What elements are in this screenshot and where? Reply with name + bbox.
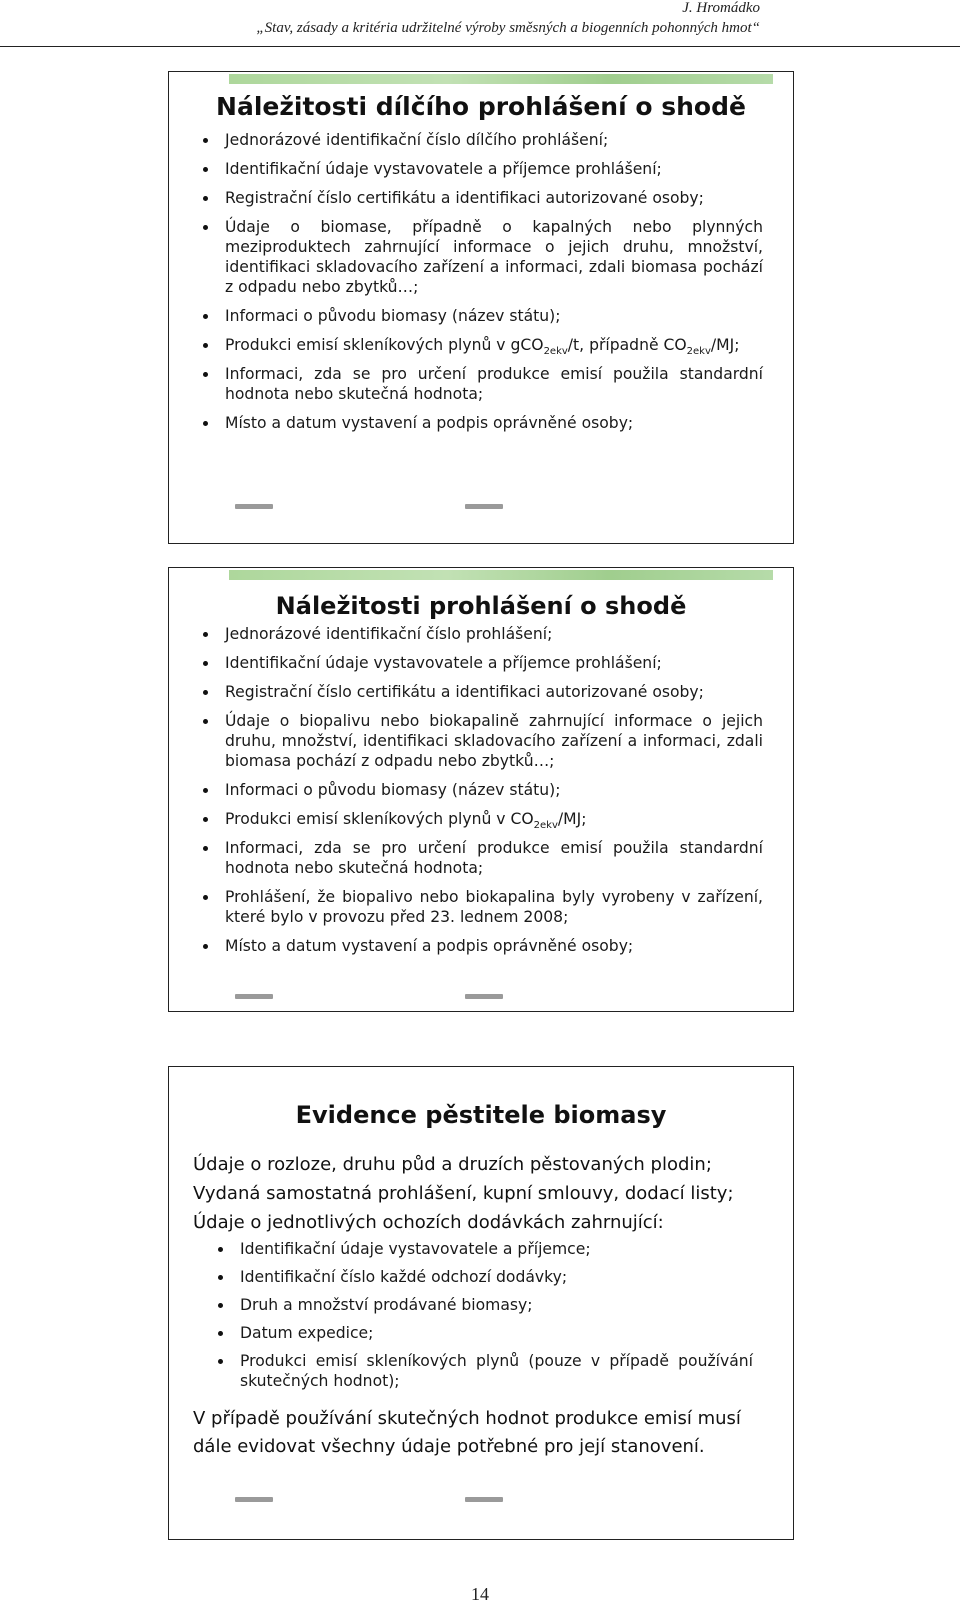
list-item-emissions (199, 335, 763, 355)
bullet-list (199, 624, 763, 965)
list-item: Jednorázové identifikační číslo dílčího prohlášení; (199, 130, 763, 150)
slide-declaration (168, 567, 794, 1012)
list-item: Datum expedice; (214, 1323, 753, 1343)
list-item: Prohlášení, že biopalivo nebo biokapalina byly vyrobeny v zařízení, které bylo v provozu před 23. lednem 2008; (199, 887, 763, 927)
list-item: Informaci, zda se pro určení produkce emisí použila standardní hodnota nebo skutečná hodnota; (199, 364, 763, 404)
list-item-emissions (199, 809, 763, 829)
list-item: Místo a datum vystavení a podpis oprávněné osoby; (199, 936, 763, 956)
header-author: J. Hromádko (682, 0, 760, 16)
emission-text: /MJ; (710, 336, 740, 354)
paragraph-deliveries: Údaje o jednotlivých ochozích dodávkách zahrnující: (193, 1212, 664, 1233)
slide-decoration-bar (229, 74, 773, 84)
slide-partial-declaration (168, 71, 794, 544)
list-item: Identifikační údaje vystavovatele a příjemce prohlášení; (199, 653, 763, 673)
list-item: Jednorázové identifikační číslo prohlášení; (199, 624, 763, 644)
footer-logo (235, 994, 273, 999)
slide-grower-records (168, 1066, 794, 1540)
list-item: Místo a datum vystavení a podpis oprávněné osoby; (199, 413, 763, 433)
page-header (0, 0, 960, 47)
list-item: Informaci o původu biomasy (název státu); (199, 306, 763, 326)
footer-logo (465, 1497, 503, 1502)
list-item: Druh a množství prodávané biomasy; (214, 1295, 753, 1315)
emission-text: /t, případně CO (567, 336, 687, 354)
slide-decoration-bar (229, 570, 773, 580)
list-item: Identifikační údaje vystavovatele a příjemce; (214, 1239, 753, 1259)
list-item: Registrační číslo certifikátu a identifikaci autorizované osoby; (199, 682, 763, 702)
list-item: Informaci, zda se pro určení produkce emisí použila standardní hodnota nebo skutečná hodnota; (199, 838, 763, 878)
list-item: Identifikační údaje vystavovatele a příjemce prohlášení; (199, 159, 763, 179)
emission-subscript: 2ekv (686, 346, 711, 357)
list-item: Produkci emisí skleníkových plynů (pouze v případě používání skutečných hodnot); (214, 1351, 753, 1391)
footer-logo (235, 504, 273, 509)
emission-text: Produkci emisí skleníkových plynů v gCO (225, 336, 544, 354)
emission-subscript: 2ekv (543, 346, 568, 357)
page-number: 14 (471, 1584, 489, 1604)
emission-text: /MJ; (557, 810, 587, 828)
list-item: Údaje o biopalivu nebo biokapalině zahrnující informace o jejich druhu, množství, identifikaci skladovacího zařízení a informaci, zdali biomasa pochází z odpadu nebo zbytků…; (199, 711, 763, 771)
bullet-list (199, 130, 763, 442)
list-item: Údaje o biomase, případně o kapalných nebo plynných meziproduktech zahrnující informace o jejich druhu, množství, identifikaci skladovacího zařízení a informaci, zdali biomasa pochází z odpadu nebo zbytků…; (199, 217, 763, 297)
list-item: Registrační číslo certifikátu a identifikaci autorizované osoby; (199, 188, 763, 208)
footer-logo (465, 504, 503, 509)
slide-title: Evidence pěstitele biomasy (295, 1101, 667, 1129)
header-title: „Stav, zásady a kritéria udržitelné výroby směsných a biogenních pohonných hmot“ (256, 20, 760, 36)
bullet-list (214, 1239, 753, 1399)
footer-logo (235, 1497, 273, 1502)
emission-text: Produkci emisí skleníkových plynů v CO (225, 810, 534, 828)
slide-title: Náležitosti dílčího prohlášení o shodě (216, 92, 746, 121)
list-item: Informaci o původu biomasy (název státu); (199, 780, 763, 800)
slide-title: Náležitosti prohlášení o shodě (275, 592, 687, 620)
emission-subscript: 2ekv (533, 820, 558, 831)
closing-paragraph: V případě používání skutečných hodnot produkce emisí musí dále evidovat všechny údaje potřebné pro její stanovení. (193, 1408, 741, 1457)
footer-logo (465, 994, 503, 999)
paragraph-soil: Údaje o rozloze, druhu půd a druzích pěstovaných plodin; (193, 1154, 712, 1175)
list-item: Identifikační číslo každé odchozí dodávky; (214, 1267, 753, 1287)
paragraph-contracts: Vydaná samostatná prohlášení, kupní smlouvy, dodací listy; (193, 1183, 734, 1204)
